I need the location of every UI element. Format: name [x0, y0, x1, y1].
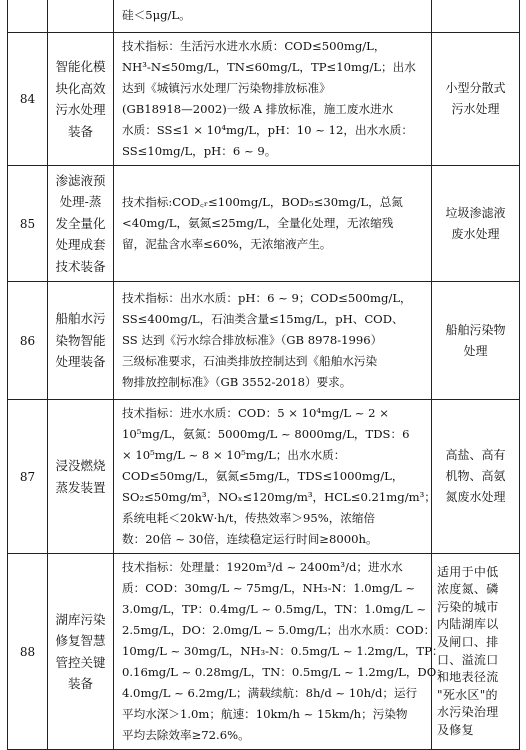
equipment-name-line: 湖库污染: [55, 611, 106, 627]
application-scope-line: 和地表径流: [437, 670, 499, 685]
technical-indicators-line: (GB18918—2002)一级 A 排放标准，施工废水进水: [122, 102, 394, 116]
technical-indicators: [114, 33, 432, 166]
row-number: 85: [8, 166, 48, 282]
technical-indicators-line: 平均去除效率≥72.6%。: [122, 728, 250, 742]
technical-indicators-line: 技术指标：出水水质：pH：6 ~ 9；COD≤500mg/L，: [122, 291, 412, 305]
technical-indicators-line: <40mg/L，氨氮≤25mg/L，全量化处理，无浓缩残: [122, 216, 394, 230]
application-scope-line: 污水处理: [451, 102, 500, 116]
equipment-name: [48, 400, 114, 554]
technical-indicators-line: 平均水深＞1.0m；航速：10km/h ~ 15km/h；污染物: [122, 707, 408, 721]
application-scope-line: 内陆湖库以: [437, 617, 499, 632]
technical-indicators-line: 水质：SS≤1 × 10⁴mg/L，pH：10 ~ 12，出水水质：: [122, 123, 413, 137]
technical-indicators-line: 技术指标：处理量：1920m³/d ~ 2400m³/d；进水水: [122, 560, 403, 574]
application-scope-line: 水污染治理: [437, 705, 499, 720]
equipment-name-line: 修复智慧: [55, 633, 106, 648]
application-scope-line: 处理: [463, 343, 488, 358]
equipment-name: [48, 0, 114, 33]
technical-indicators-line: 系统电耗＜20kW·h/t，传热效率＞95%，浓缩倍: [122, 511, 376, 525]
equipment-name-line: 装备: [67, 123, 93, 139]
equipment-name-line: 发全量化: [55, 215, 106, 231]
technical-indicators-line: SS≤10mg/L，pH：6 ~ 9。: [122, 144, 277, 158]
technical-indicators-line: 质：COD：30mg/L ~ 75mg/L，NH₃-N：1.0mg/L ~: [122, 581, 416, 595]
equipment-name: [48, 166, 114, 282]
application-scope: [432, 0, 520, 33]
equipment-name-line: 渗滤液预: [55, 172, 106, 188]
application-scope-line: 污染的城市: [437, 599, 499, 614]
equipment-name: [48, 282, 114, 400]
equipment-name-line: 装备: [67, 676, 93, 691]
equipment-name-line: 技术装备: [55, 258, 106, 274]
technical-indicators-line: 数：20倍 ~ 30倍，连续稳定运行时间≥8000h。: [122, 532, 378, 546]
technical-indicators-line: 4.0mg/L ~ 6.2mg/L；满载续航：8h/d ~ 10h/d；运行: [122, 686, 418, 700]
technical-indicators: [114, 400, 436, 554]
application-scope: [432, 400, 520, 554]
application-scope-line: "死水区"的: [437, 687, 498, 702]
technical-indicators: [114, 0, 432, 33]
application-scope: [432, 554, 520, 750]
application-scope-line: 及修复: [437, 722, 474, 737]
equipment-name-line: 蒸发装置: [55, 479, 106, 495]
technical-indicators: [114, 554, 448, 750]
application-scope: [432, 33, 520, 166]
application-scope-line: 口、溢流口: [437, 652, 499, 667]
technical-indicators-line: 达到《城镇污水处理厂污染物排放标准》: [122, 81, 331, 95]
row-number: 84: [8, 33, 48, 166]
technical-indicators-line: × 10⁵mg/L ~ 8 × 10⁵mg/L；出水水质：: [122, 448, 346, 462]
technical-indicators-line: 0.16mg/L ~ 0.28mg/L，TN：0.5mg/L ~ 1.2mg/L，DO：: [122, 665, 448, 679]
technical-indicators-line: 10⁵mg/L，氨氮：5000mg/L ~ 8000mg/L，TDS：6: [122, 427, 410, 441]
technology-table: [7, 0, 520, 750]
technical-indicators-line: COD≤50mg/L，氨氮≤5mg/L，TDS≤1000mg/L，: [122, 469, 404, 483]
technical-indicators-line: 物排放控制标准》（GB 3552-2018）要求。: [122, 375, 352, 389]
application-scope-line: 废水处理: [451, 226, 500, 241]
equipment-name-line: 处理-蒸: [59, 194, 102, 210]
application-scope-line: 高盐、高有: [445, 448, 506, 462]
technical-indicators-line: 留，泥盐含水率≤60%，无浓缩液产生。: [122, 237, 332, 251]
technical-indicators-line: NH³-N≤50mg/L，TN≤60mg/L，TP≤10mg/L；出水: [122, 60, 416, 74]
technical-indicators-line: 硅＜5μg/L。: [122, 8, 191, 22]
technical-indicators-line: SS≤400mg/L，石油类含量≤15mg/L，pH、COD、: [122, 312, 404, 326]
table-row: [8, 33, 520, 166]
technical-indicators-line: 3.0mg/L，TP：0.4mg/L ~ 0.5mg/L，TN：1.0mg/L ~: [122, 602, 427, 616]
application-scope-line: 及闸口、排: [437, 634, 499, 649]
application-scope-line: 浓度氮、磷: [437, 582, 499, 597]
row-number: 88: [8, 554, 48, 750]
equipment-name: [48, 33, 114, 166]
equipment-name-line: 船舶水污: [55, 311, 106, 327]
equipment-name-line: 污水处理: [55, 102, 106, 117]
technical-indicators-line: 技术指标：进水水质：COD：5 × 10⁴mg/L ~ 2 ×: [122, 406, 389, 420]
technical-indicators-line: 三级标准要求，石油类排放控制达到《船舶水污染: [122, 354, 378, 368]
equipment-name-line: 染物智能: [55, 332, 106, 348]
equipment-name-line: 智能化模: [55, 59, 106, 74]
application-scope: [432, 166, 520, 282]
technical-indicators-line: 2.5mg/L，DO：2.0mg/L ~ 5.0mg/L；出水水质：COD：: [122, 623, 436, 637]
application-scope-line: 船舶污染物: [445, 322, 506, 337]
technical-indicators-line: 10mg/L ~ 30mg/L，NH₃-N：0.5mg/L ~ 1.2mg/L，TP：: [122, 644, 444, 658]
table-row: [8, 554, 520, 750]
row-number: 87: [8, 400, 48, 554]
application-scope-line: 小型分散式: [445, 81, 506, 95]
row-number: [8, 0, 48, 33]
equipment-name-line: 管控关键: [55, 654, 106, 670]
equipment-name-line: 处理装备: [55, 354, 106, 370]
technical-indicators-line: 技术指标:COD꜀ᵣ≤100mg/L，BOD₅≤30mg/L，总氮: [122, 195, 403, 209]
technical-indicators-line: SO₂≤50mg/m³，NOₓ≤120mg/m³，HCL≤0.21mg/m³；: [122, 490, 436, 504]
technical-indicators: [114, 166, 432, 282]
equipment-name-line: 块化高效: [55, 80, 106, 96]
application-scope-line: 机物、高氨: [445, 469, 506, 483]
application-scope-line: 垃圾渗滤液: [445, 205, 506, 220]
application-scope-line: 氮废水处理: [445, 490, 506, 504]
application-scope: [432, 282, 520, 400]
equipment-name: [48, 554, 114, 750]
table-row: [8, 400, 520, 554]
application-scope-line: 适用于中低: [437, 564, 499, 579]
technical-indicators: [114, 282, 432, 400]
technical-indicators-line: SS 达到《污水综合排放标准》（GB 8978-1996）: [122, 333, 383, 347]
equipment-name-line: 浸没燃烧: [55, 458, 106, 473]
equipment-name-line: 处理成套: [55, 237, 106, 253]
table-row: [8, 166, 520, 282]
technical-indicators-line: 技术指标：生活污水进水水质：COD≤500mg/L，: [122, 39, 386, 53]
table-row: [8, 282, 520, 400]
row-number: 86: [8, 282, 48, 400]
table-row: [8, 0, 520, 33]
